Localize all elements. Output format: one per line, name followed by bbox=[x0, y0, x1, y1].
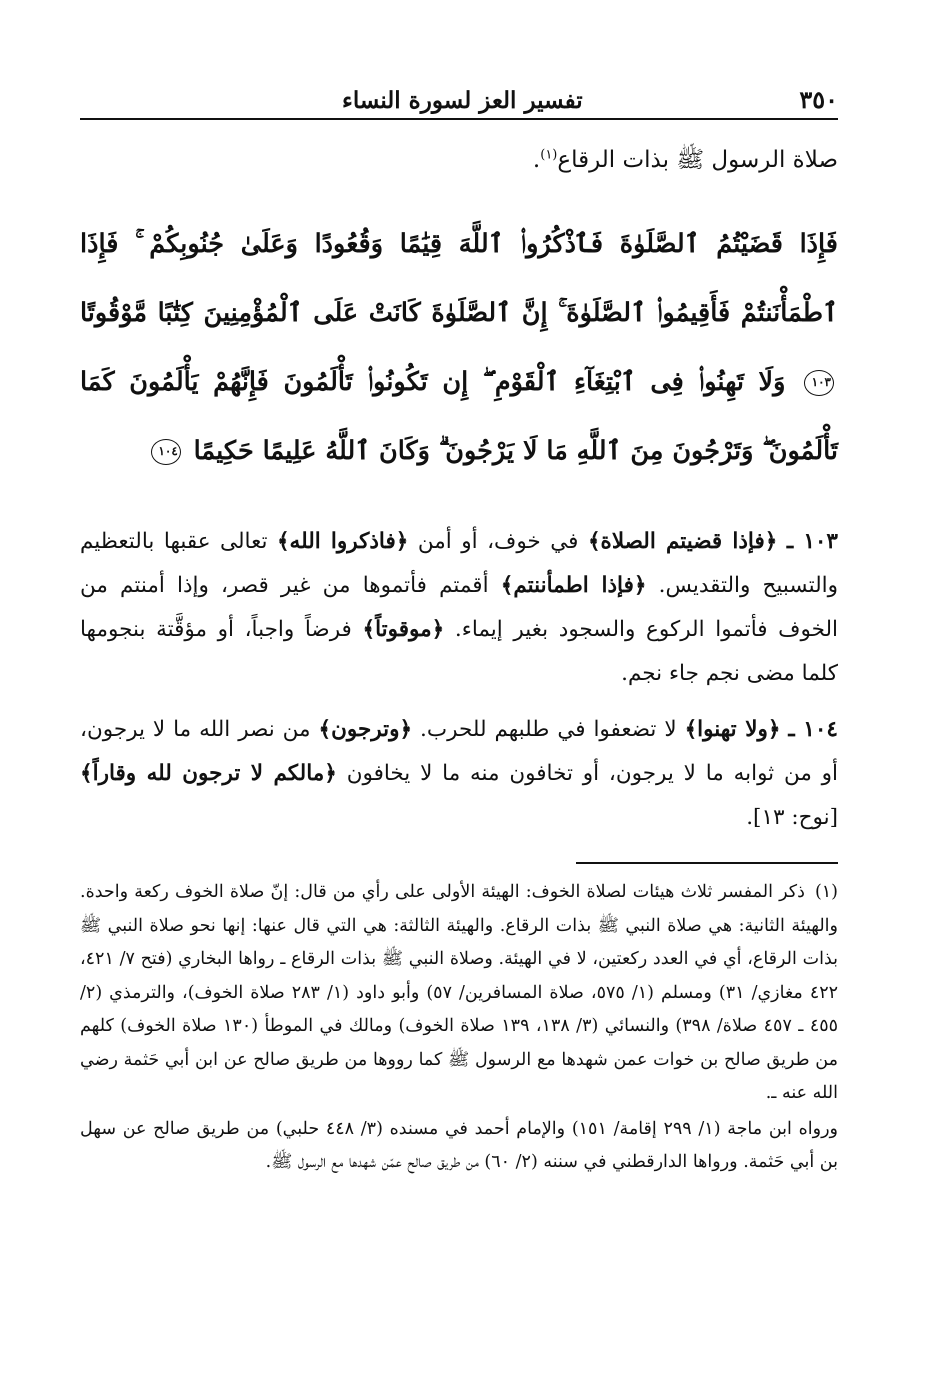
footnote-paragraph bbox=[80, 1113, 838, 1180]
verse-number: ١٠٣ ـ bbox=[786, 529, 838, 554]
explanation: تعالى عقبها بالتعظيم والتسبيح والتقديس. bbox=[80, 529, 838, 598]
explanation: فرضاً واجباً، أو مؤقَّتة بنجومها كلما مضى نجم جاء نجم. bbox=[80, 617, 838, 686]
footnote-text: ورواه ابن ماجة (١/ ٢٩٩ إقامة/ ١٥١) والإمام أحمد في مسنده (٣/ ٤٤٨ حلبي) من طريق صالح عن سهل بن أبي حَثمة. ورواها الدارقطني في سننه (٢/ ٦٠) من طريق صالح عمّن شهدها مع الرسول ﷺ. bbox=[80, 1118, 838, 1172]
footnote-ref[interactable]: (١) bbox=[540, 147, 558, 163]
explanation: لا تضعفوا في طلبهم للحرب. bbox=[420, 717, 677, 742]
explanation: من نصر الله ما لا يرجون، أو من ثوابه ما لا يرجون، أو تخافون منه ما لا يخافون bbox=[80, 717, 839, 786]
quote: ﴿فاذكروا الله﴾ bbox=[276, 529, 409, 554]
page bbox=[80, 70, 838, 1180]
quran-verse bbox=[80, 210, 838, 486]
commentary bbox=[80, 520, 838, 840]
explanation: في خوف، أو أمن bbox=[417, 529, 579, 554]
verse-part-1: فَإِذَا قَضَيْتُمُ ٱلصَّلَوٰةَ فَٱذْكُرُوا۟ ٱللَّهَ قِيَٰمًا وَقُعُودًا وَعَلَىٰ جُنُوبِكُمْ ۚ فَإِذَا ٱطْمَأْنَنتُمْ فَأَقِيمُوا۟ ٱلصَّلَوٰةَ ۚ إِنَّ ٱلصَّلَوٰةَ كَانَتْ عَلَى ٱلْمُؤْمِنِينَ كِتَٰبًا مَّوْقُوتًا bbox=[80, 229, 838, 328]
quote: ﴿فإذا قضيتم الصلاة﴾ bbox=[587, 529, 778, 554]
footnote-divider bbox=[576, 862, 838, 864]
quote: ﴿مالكم لا ترجون لله وقاراً﴾ bbox=[80, 761, 337, 786]
quote: ﴿ولا تهنوا﴾ bbox=[684, 717, 781, 742]
intro-line bbox=[80, 140, 838, 180]
footnote-number: (١) bbox=[814, 882, 838, 902]
commentary-paragraph-103 bbox=[80, 520, 838, 696]
verse-part-2: وَلَا تَهِنُوا۟ فِى ٱبْتِغَآءِ ٱلْقَوْمِ ۖ إِن تَكُونُوا۟ تَأْلَمُونَ فَإِنَّهُمْ يَأْلَمُونَ كَمَا تَأْلَمُونَ ۖ وَتَرْجُونَ مِنَ ٱللَّهِ مَا لَا يَرْجُونَ ۗ وَكَانَ ٱللَّهُ عَلِيمًا حَكِيمًا bbox=[80, 367, 838, 466]
commentary-paragraph-104 bbox=[80, 708, 838, 840]
verse-number: ١٠٤ ـ bbox=[788, 717, 838, 742]
quote: ﴿فإذا اطمأننتم﴾ bbox=[500, 573, 647, 598]
ayah-number-mark: ١٠٤ bbox=[151, 439, 181, 465]
ayah-number-mark: ١٠٣ bbox=[804, 370, 834, 396]
page-number: ٣٥٠ bbox=[799, 85, 838, 114]
explanation: [نوح: ١٣]. bbox=[746, 805, 838, 830]
page-title: تفسير العز لسورة النساء bbox=[342, 87, 583, 114]
quote: ﴿وترجون﴾ bbox=[318, 717, 413, 742]
footnote bbox=[80, 876, 838, 1180]
quote: ﴿موقوتاً﴾ bbox=[362, 617, 445, 642]
explanation: أقمتم فأتموها من غير قصر، وإذا أمنتم من الخوف فأتموا الركوع والسجود بغير إيماء. bbox=[80, 573, 838, 642]
running-head bbox=[80, 70, 838, 120]
footnote-text: ذكر المفسر ثلاث هيئات لصلاة الخوف: الهيئة الأولى على رأي من قال: إنّ صلاة الخوف ركعة واحدة. والهيئة الثانية: هي صلاة النبي ﷺ بذات الرقاع. والهيئة الثالثة: هي التي قال عنها: إنها نحو صلاة النبي ﷺ بذات الرقاع، أي في العدد ركعتين، لا في الهيئة. وصلاة النبي ﷺ بذات الرقاع ـ رواها البخاري (فتح ٧/ ٤٢١، ٤٢٢ مغازي/ ٣١) ومسلم (١/ ٥٧٥، صلاة المسافرين/ ٥٧) وأبو داود (١/ ٢٨٣ صلاة الخوف)، والترمذي (٢/ ٤٥٥ ـ ٤٥٧ صلاة/ ٣٩٨) والنسائي (٣/ ١٣٨، ١٣٩ صلاة الخوف) ومالك في الموطأ (١٣٠ صلاة الخوف) كلهم من طريق صالح بن خوات عمن شهدها مع الرسول ﷺ كما رووها من طريق صالح عن ابن أبي حَثمة رضي الله عنه ـ. bbox=[80, 882, 839, 1103]
footnote-paragraph bbox=[80, 876, 838, 1111]
intro-end: . bbox=[532, 147, 541, 173]
intro-text: صلاة الرسول ﷺ بذات الرقاع bbox=[557, 147, 838, 173]
